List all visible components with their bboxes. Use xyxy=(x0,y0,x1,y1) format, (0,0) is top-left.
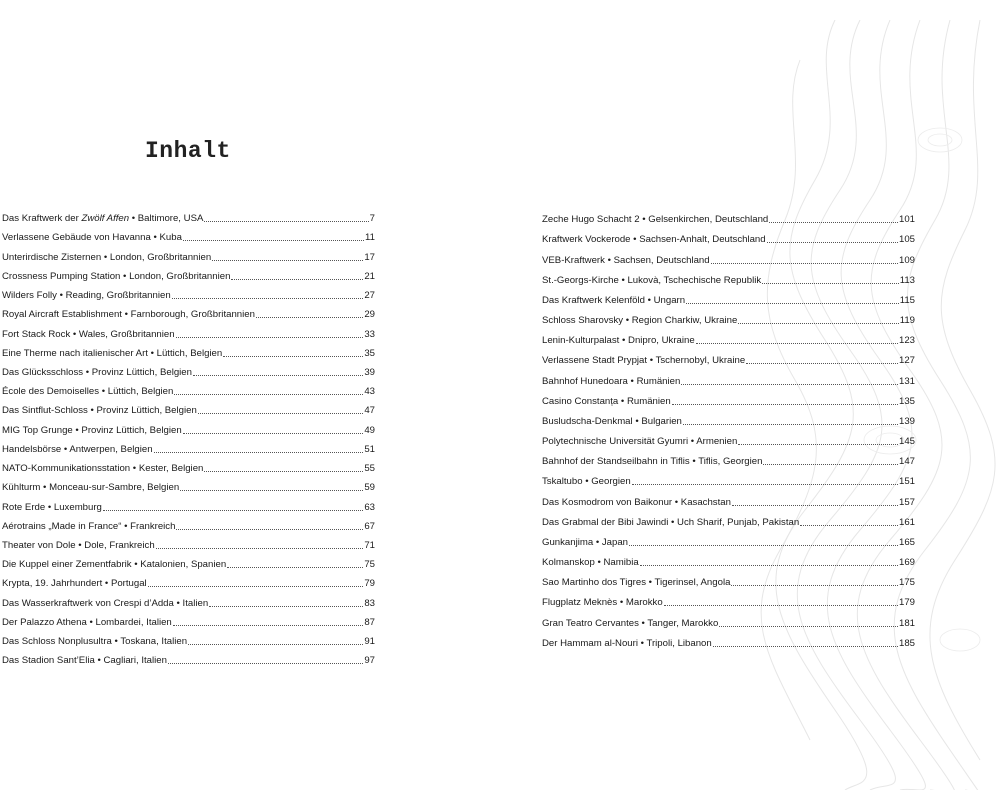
toc-page-number: 97 xyxy=(364,655,375,667)
toc-entry-title-text: Das Glücksschloss • Provinz Lüttich, Belgien xyxy=(2,366,192,378)
toc-page-number: 49 xyxy=(364,424,375,436)
toc-page-number: 55 xyxy=(364,463,375,475)
toc-page-number: 123 xyxy=(898,335,915,347)
toc-entry-title xyxy=(2,348,222,360)
toc-page-number: 147 xyxy=(898,456,915,468)
dot-leader xyxy=(212,260,363,261)
dot-leader xyxy=(198,413,364,414)
toc-entry xyxy=(2,360,375,379)
toc-entry xyxy=(2,379,375,398)
toc-entry-title-text: Polytechnische Universität Gyumri • Armenien xyxy=(542,436,738,448)
dot-leader xyxy=(103,510,363,511)
toc-entry-title xyxy=(542,577,730,589)
toc-entry-title-text: Handelsbörse • Antwerpen, Belgien xyxy=(2,443,153,455)
toc-page-number: 105 xyxy=(898,234,915,246)
toc-page-number: 113 xyxy=(899,274,915,286)
dot-leader xyxy=(156,548,364,549)
dot-leader xyxy=(769,222,898,223)
toc-entry-title xyxy=(542,396,671,408)
toc-entry xyxy=(2,417,375,436)
toc-entry-title-text: Das Kosmodrom von Baikonur • Kasachstan xyxy=(542,496,731,508)
toc-entry xyxy=(2,206,375,225)
toc-entry-title xyxy=(2,425,182,437)
toc-entry xyxy=(542,367,915,387)
toc-entry xyxy=(542,246,915,266)
toc-entry xyxy=(542,509,915,529)
toc-page-number: 33 xyxy=(364,328,375,340)
toc-page-number: 35 xyxy=(364,347,375,359)
toc-page-number: 109 xyxy=(898,254,915,266)
toc-entry-title xyxy=(542,234,766,246)
toc-entry xyxy=(2,494,375,513)
toc-entry xyxy=(2,283,375,302)
dot-leader xyxy=(204,471,363,472)
toc-entry-title-text: Kühlturm • Monceau-sur-Sambre, Belgien xyxy=(2,482,180,494)
toc-page-number: 43 xyxy=(364,386,375,398)
toc-entry-title xyxy=(2,559,226,571)
toc-entry-title-text: Kolmanskop • Namibia xyxy=(542,557,639,569)
toc-entry-title xyxy=(2,617,172,629)
dot-leader xyxy=(172,298,364,299)
dot-leader xyxy=(738,323,898,324)
toc-entry-title-text: Das Stadion Sant’Elia • Cagliari, Italien xyxy=(2,655,167,667)
toc-entry xyxy=(2,514,375,533)
toc-entry xyxy=(542,549,915,569)
toc-entry-title-text: Zeche Hugo Schacht 2 • Gelsenkirchen, Deutschland xyxy=(542,214,769,226)
dot-leader xyxy=(762,283,899,284)
toc-entry xyxy=(542,347,915,367)
dot-leader xyxy=(183,240,364,241)
dot-leader xyxy=(174,394,363,395)
toc-entry xyxy=(542,468,915,488)
toc-entry-title-text: Das Kraftwerk Kelenföld • Ungarn xyxy=(542,294,686,306)
toc-entry-title xyxy=(542,557,639,569)
toc-entry-title-text: Crossness Pumping Station • London, Großbritannien xyxy=(2,270,231,282)
toc-entry-title-text: Tskaltubo • Georgien xyxy=(542,476,631,488)
toc-entry xyxy=(2,398,375,417)
toc-entry xyxy=(2,264,375,283)
toc-entry-title xyxy=(2,213,203,225)
toc-page-number: 47 xyxy=(364,405,375,417)
toc-entry-title xyxy=(542,436,737,448)
toc-entry-title xyxy=(2,463,203,475)
dot-leader xyxy=(711,263,898,264)
toc-entry-title-italic: Zwölf Affen xyxy=(81,213,130,225)
toc-page-number: 39 xyxy=(364,366,375,378)
toc-entry-title-text: Schloss Sharovsky • Region Charkiw, Ukraine xyxy=(542,315,738,327)
dot-leader xyxy=(180,490,363,491)
toc-entry-title xyxy=(542,638,712,650)
dot-leader xyxy=(209,606,363,607)
toc-entry-title xyxy=(2,232,182,244)
toc-entry xyxy=(542,388,915,408)
toc-page-number: 165 xyxy=(898,536,915,548)
dot-leader xyxy=(632,484,898,485)
toc-entry-title xyxy=(2,540,155,552)
toc-entry xyxy=(542,609,915,629)
toc-entry-title-text: Gran Teatro Cervantes • Tanger, Marokko xyxy=(542,617,719,629)
toc-page-number: 151 xyxy=(898,476,915,488)
dot-leader xyxy=(731,585,898,586)
page-title: Inhalt xyxy=(145,138,231,164)
toc-entry-title xyxy=(2,252,211,264)
toc-entry xyxy=(542,529,915,549)
toc-entry-title-text: Verlassene Gebäude von Havanna • Kuba xyxy=(2,232,182,244)
toc-entry-title xyxy=(542,275,761,287)
toc-entry-title-text: Rote Erde • Luxemburg xyxy=(2,501,102,513)
toc-entry xyxy=(2,571,375,590)
toc-page-number: 139 xyxy=(898,415,915,427)
toc-entry-title-text: Lenin-Kulturpalast • Dnipro, Ukraine xyxy=(542,335,695,347)
toc-page-number: 27 xyxy=(364,290,375,302)
toc-entry xyxy=(2,244,375,263)
toc-entry-title-text: Krypta, 19. Jahrhundert • Portugal xyxy=(2,578,147,590)
toc-entry-title xyxy=(2,386,173,398)
toc-entry-title xyxy=(542,255,710,267)
toc-entry-title-text: École des Demoiselles • Lüttich, Belgien xyxy=(2,386,174,398)
toc-entry-title-text: NATO-Kommunikationsstation • Kester, Belgien xyxy=(2,463,204,475)
dot-leader xyxy=(640,565,898,566)
toc-entry-title xyxy=(542,355,745,367)
dot-leader xyxy=(713,646,898,647)
toc-entry-title xyxy=(2,598,208,610)
dot-leader xyxy=(763,464,898,465)
toc-entry-title xyxy=(542,295,685,307)
dot-leader xyxy=(732,505,898,506)
dot-leader xyxy=(672,404,898,405)
toc-entry-title-text: Fort Stack Rock • Wales, Großbritannien xyxy=(2,328,175,340)
toc-page-number: 145 xyxy=(898,436,915,448)
toc-entry xyxy=(542,569,915,589)
dot-leader xyxy=(154,452,364,453)
dot-leader xyxy=(256,317,363,318)
toc-entry-title-text: Die Kuppel einer Zementfabrik • Katalonien, Spanien xyxy=(2,559,227,571)
toc-page-number: 175 xyxy=(898,577,915,589)
toc-entry xyxy=(542,488,915,508)
dot-leader xyxy=(686,303,899,304)
toc-page-number: 131 xyxy=(898,375,915,387)
toc-entry-title xyxy=(2,329,175,341)
toc-entry-title xyxy=(542,537,628,549)
dot-leader xyxy=(188,644,363,645)
toc-entry xyxy=(542,267,915,287)
toc-entry-title xyxy=(542,618,718,630)
toc-entry-title-text: Der Palazzo Athena • Lombardei, Italien xyxy=(2,616,172,628)
toc-entry-title-suffix: • Baltimore, USA xyxy=(129,213,204,225)
dot-leader xyxy=(173,625,364,626)
toc-entry xyxy=(542,307,915,327)
toc-entry-title xyxy=(2,482,179,494)
toc-page-number: 135 xyxy=(898,395,915,407)
toc-entry-title-text: Aérotrains „Made in France“ • Frankreich xyxy=(2,520,176,532)
toc-entry-title xyxy=(542,597,663,609)
toc-entry-title xyxy=(542,517,799,529)
toc-entry-title xyxy=(542,335,695,347)
toc-page-number: 127 xyxy=(898,355,915,367)
toc-entry-title-text: Bahnhof Hunedoara • Rumänien xyxy=(542,375,681,387)
toc-page-number: 21 xyxy=(364,270,375,282)
toc-entry-title-text: Das Schloss Nonplusultra • Toskana, Italien xyxy=(2,636,188,648)
toc-entry xyxy=(542,630,915,650)
toc-entry-title-text: Das Kraftwerk der xyxy=(2,213,82,225)
dot-leader xyxy=(738,444,898,445)
dot-leader xyxy=(683,424,898,425)
toc-page-number: 91 xyxy=(364,636,375,648)
toc-left-column xyxy=(2,206,375,667)
toc-entry-title xyxy=(2,636,187,648)
toc-entry xyxy=(2,321,375,340)
dot-leader xyxy=(183,433,364,434)
toc-entry-title xyxy=(542,376,680,388)
toc-entry-title xyxy=(2,444,153,456)
toc-entry xyxy=(542,287,915,307)
toc-page-number: 185 xyxy=(898,637,915,649)
dot-leader xyxy=(176,529,363,530)
toc-entry-title xyxy=(542,456,762,468)
toc-page-number: 179 xyxy=(898,597,915,609)
toc-entry-title-text: MIG Top Grunge • Provinz Lüttich, Belgien xyxy=(2,424,182,436)
toc-page-number: 7 xyxy=(369,213,375,225)
toc-entry xyxy=(2,533,375,552)
toc-page-number: 63 xyxy=(364,501,375,513)
toc-page-number: 161 xyxy=(898,516,915,528)
toc-entry-title xyxy=(2,502,102,514)
toc-entry xyxy=(2,648,375,667)
dot-leader xyxy=(176,337,364,338)
toc-entry xyxy=(2,341,375,360)
toc-page-number: 71 xyxy=(364,539,375,551)
toc-entry-title xyxy=(2,578,147,590)
dot-leader xyxy=(168,663,363,664)
toc-entry xyxy=(542,226,915,246)
toc-entry-title xyxy=(542,214,768,226)
dot-leader xyxy=(767,242,898,243)
toc-entry-title-text: Casino Constanța • Rumänien xyxy=(542,395,671,407)
toc-entry-title xyxy=(2,655,167,667)
toc-entry-title xyxy=(542,416,682,428)
toc-entry xyxy=(542,206,915,226)
toc-entry-title xyxy=(542,315,737,327)
toc-entry xyxy=(542,428,915,448)
toc-entry-title-text: Eine Therme nach italienischer Art • Lüttich, Belgien xyxy=(2,347,223,359)
toc-page-number: 87 xyxy=(364,616,375,628)
dot-leader xyxy=(629,545,898,546)
toc-entry-title-text: Flugplatz Meknès • Marokko xyxy=(542,597,663,609)
dot-leader xyxy=(193,375,363,376)
toc-entry-title-text: Wilders Folly • Reading, Großbritannien xyxy=(2,290,171,302)
dot-leader xyxy=(719,626,898,627)
dot-leader xyxy=(664,605,898,606)
toc-entry-title-text: Bahnhof der Standseilbahn in Tiflis • Tiflis, Georgien xyxy=(542,456,763,468)
toc-page-number: 79 xyxy=(364,578,375,590)
toc-page-number: 59 xyxy=(364,482,375,494)
dot-leader xyxy=(227,567,363,568)
toc-page-number: 101 xyxy=(898,214,915,226)
toc-entry-title xyxy=(2,405,197,417)
toc-entry-title-text: Theater von Dole • Dole, Frankreich xyxy=(2,539,155,551)
toc-page-number: 181 xyxy=(898,617,915,629)
dot-leader xyxy=(800,525,898,526)
toc-entry xyxy=(2,225,375,244)
toc-entry xyxy=(2,437,375,456)
toc-entry-title-text: Gunkanjima • Japan xyxy=(542,536,629,548)
dot-leader xyxy=(231,279,363,280)
toc-entry xyxy=(542,408,915,428)
toc-entry-title-text: VEB-Kraftwerk • Sachsen, Deutschland xyxy=(542,254,710,266)
toc-entry xyxy=(542,589,915,609)
toc-entry-title xyxy=(2,367,192,379)
toc-entry-title xyxy=(2,521,175,533)
toc-page-number: 115 xyxy=(899,294,915,306)
toc-entry-title-text: Das Wasserkraftwerk von Crespi d’Adda • Italien xyxy=(2,597,209,609)
toc-entry-title-text: Sao Martinho dos Tigres • Tigerinsel, Angola xyxy=(542,577,731,589)
toc-entry-title xyxy=(2,309,255,321)
dot-leader xyxy=(148,586,364,587)
toc-entry xyxy=(2,590,375,609)
toc-entry xyxy=(542,448,915,468)
toc-entry-title-text: Busludscha-Denkmal • Bulgarien xyxy=(542,415,682,427)
toc-page-number: 29 xyxy=(364,309,375,321)
toc-entry-title-text: Kraftwerk Vockerode • Sachsen-Anhalt, Deutschland xyxy=(542,234,766,246)
toc-right-column xyxy=(542,206,915,650)
toc-entry xyxy=(2,629,375,648)
toc-entry xyxy=(542,327,915,347)
dot-leader xyxy=(223,356,363,357)
toc-page-number: 75 xyxy=(364,559,375,571)
toc-entry-title xyxy=(2,271,230,283)
dot-leader xyxy=(204,221,368,222)
toc-page-number: 11 xyxy=(365,232,375,244)
toc-entry xyxy=(2,475,375,494)
toc-entry xyxy=(2,302,375,321)
toc-entry-title xyxy=(2,290,171,302)
toc-page-number: 157 xyxy=(898,496,915,508)
toc-entry-title-text: Der Hammam al-Nouri • Tripoli, Libanon xyxy=(542,637,712,649)
toc-entry-title-text: Verlassene Stadt Prypjat • Tschernobyl, Ukraine xyxy=(542,355,746,367)
toc-entry-title-text: Das Sintflut-Schloss • Provinz Lüttich, Belgien xyxy=(2,405,197,417)
toc-entry-title xyxy=(542,476,631,488)
toc-entry-title-text: Das Grabmal der Bibi Jawindi • Uch Sharif, Punjab, Pakistan xyxy=(542,516,800,528)
toc-page-number: 169 xyxy=(898,557,915,569)
toc-entry xyxy=(2,610,375,629)
toc-entry xyxy=(2,456,375,475)
toc-entry-title xyxy=(542,497,731,509)
toc-page-number: 119 xyxy=(899,315,915,327)
toc-entry xyxy=(2,552,375,571)
toc-page-number: 67 xyxy=(364,520,375,532)
toc-entry-title-text: Royal Aircraft Establishment • Farnborough, Großbritannien xyxy=(2,309,255,321)
toc-page-number: 51 xyxy=(364,443,375,455)
dot-leader xyxy=(681,384,898,385)
toc-page-number: 17 xyxy=(364,251,375,263)
dot-leader xyxy=(696,343,898,344)
dot-leader xyxy=(746,363,898,364)
toc-entry-title-text: St.-Georgs-Kirche • Lukovà, Tschechische Republik xyxy=(542,274,762,286)
toc-page-number: 83 xyxy=(364,597,375,609)
toc-entry-title-text: Unterirdische Zisternen • London, Großbritannien xyxy=(2,251,212,263)
